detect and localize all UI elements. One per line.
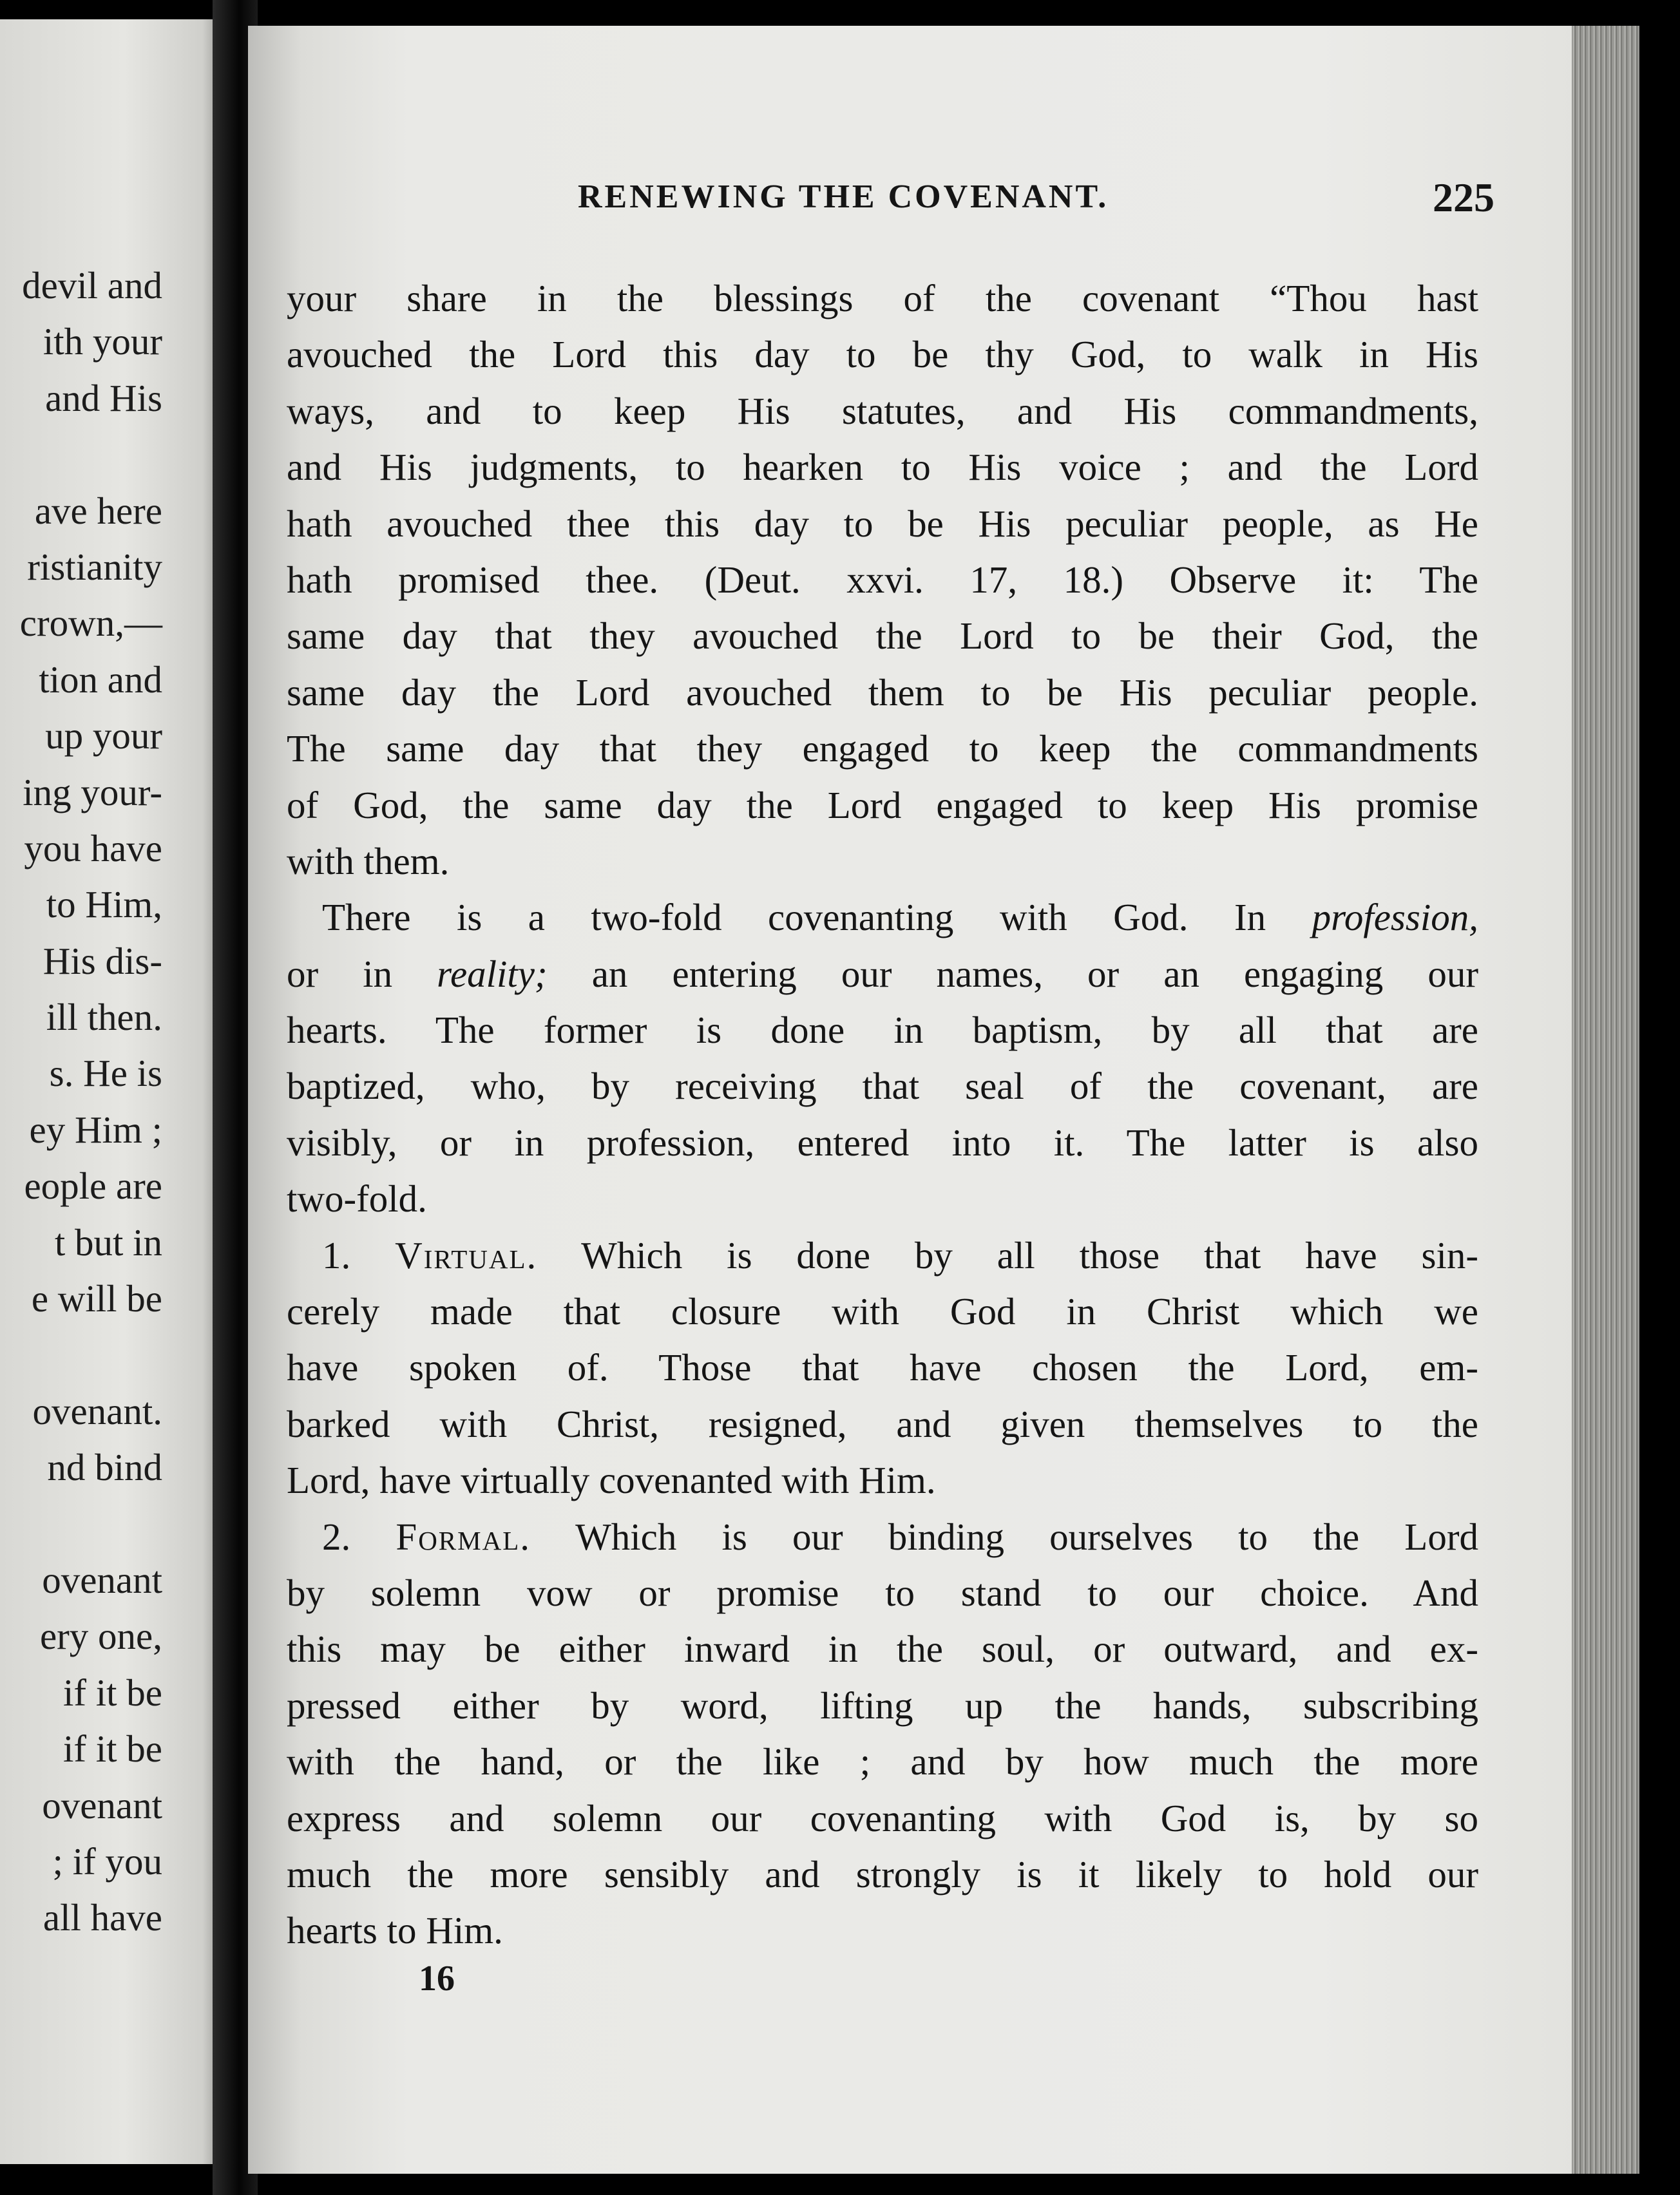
right-page — [248, 26, 1585, 2174]
text-line: The same day that they engaged to keep the commandments — [287, 727, 1478, 770]
left-page-fragment: if it be — [62, 1671, 162, 1714]
text-line — [287, 889, 1478, 945]
text-line — [287, 1509, 1478, 1565]
running-head: RENEWING THE COVENANT. — [578, 178, 1109, 215]
left-page-fragment: nd bind — [47, 1446, 162, 1489]
text-line: this may be either inward in the soul, or outward, and ex- — [287, 1628, 1478, 1671]
text-line: with the hand, or the like ; and by how much the more — [287, 1740, 1478, 1783]
left-page-fragment: and His — [45, 376, 162, 419]
paragraph-4 — [287, 1509, 1478, 1959]
left-page-fragment: devil and — [22, 264, 162, 307]
text-line: with them. — [287, 839, 450, 882]
text-line — [287, 946, 1478, 1002]
paragraph-2 — [287, 889, 1478, 1227]
page-edges — [1572, 26, 1639, 2174]
text-line: barked with Christ, resigned, and given themselves to the — [287, 1402, 1478, 1445]
text-run: Which is done by all those that have sin- — [537, 1233, 1478, 1277]
left-page-fragment: ery one, — [39, 1615, 162, 1658]
left-page-fragment: s. He is — [49, 1052, 162, 1095]
text-line — [287, 1228, 1478, 1284]
left-page-fragment: all have — [43, 1896, 162, 1939]
text-line: express and solemn our covenanting with God is, by so — [287, 1796, 1478, 1839]
text-line: hath promised thee. (Deut. xxvi. 17, 18.) Observe it: The — [287, 558, 1478, 601]
left-page-fragment: ill then. — [46, 996, 162, 1039]
left-page-fragment: ; if you — [52, 1839, 162, 1883]
italic-term: reality; — [437, 952, 548, 995]
left-page-fragment: tion and — [39, 658, 162, 701]
text-line: Lord, have virtually covenanted with Him. — [287, 1459, 936, 1502]
text-line: hearts to Him. — [287, 1909, 503, 1952]
signature-mark: 16 — [419, 1959, 455, 1999]
text-line: by solemn vow or promise to stand to our choice. And — [287, 1571, 1478, 1614]
left-page-text — [20, 258, 162, 1946]
left-page-fragment: t but in — [54, 1221, 162, 1264]
left-page-fragment: ave here — [34, 489, 162, 532]
left-page-fragment: eople are — [24, 1164, 162, 1208]
text-run: There is a two-fold covenanting with God. In — [322, 896, 1312, 939]
text-run: an entering our names, or an engaging our — [547, 952, 1478, 995]
left-page-fragment: to Him, — [46, 883, 162, 926]
section-heading: Formal. — [396, 1515, 531, 1558]
left-page-fragment: ith your — [43, 320, 162, 363]
left-page-fragment: ovenant — [42, 1783, 162, 1827]
text-line: hath avouched thee this day to be His peculiar people, as He — [287, 502, 1478, 545]
left-page-fragment: ovenant — [42, 1558, 162, 1601]
left-page-fragment — [20, 1327, 162, 1383]
text-line: visibly, or in profession, entered into it. The latter is also — [287, 1121, 1478, 1164]
left-page-fragment: ovenant. — [32, 1389, 162, 1432]
text-line: of God, the same day the Lord engaged to keep His promise — [287, 783, 1478, 826]
page-number: 225 — [1433, 175, 1494, 220]
body-text — [287, 271, 1478, 1959]
text-line: cerely made that closure with God in Christ which we — [287, 1290, 1478, 1333]
left-page-fragment: crown,— — [19, 602, 162, 645]
text-run: or in — [287, 952, 437, 995]
text-line: and His judgments, to hearken to His voice ; and the Lord — [287, 446, 1478, 489]
text-run: Which is our binding ourselves to the Lord — [531, 1515, 1478, 1558]
left-page-fragment: ristianity — [27, 545, 162, 588]
text-line: baptized, who, by receiving that seal of the covenant, are — [287, 1065, 1478, 1108]
left-page-fragment: up your — [45, 714, 162, 757]
paragraph-1 — [287, 271, 1478, 889]
left-page-fragment: e will be — [31, 1277, 162, 1320]
left-page-fragment — [20, 426, 162, 482]
text-line: avouched the Lord this day to be thy God, to walk in His — [287, 333, 1478, 376]
list-number: 1. — [322, 1233, 396, 1277]
text-line: ways, and to keep His statutes, and His commandments, — [287, 389, 1478, 432]
left-page-fragment: if it be — [62, 1727, 162, 1771]
text-line: two-fold. — [287, 1177, 427, 1221]
text-line: your share in the blessings of the covenant “Thou hast — [287, 277, 1478, 319]
text-line: much the more sensibly and strongly is it likely to hold our — [287, 1852, 1478, 1896]
left-page-fragment: you have — [24, 826, 162, 869]
text-line: hearts. The former is done in baptism, by all that are — [287, 1009, 1478, 1052]
left-page-fragment: ey Him ; — [29, 1108, 162, 1151]
text-line: same day that they avouched the Lord to be their God, the — [287, 614, 1478, 658]
left-page-fragment: ing your- — [23, 770, 162, 813]
left-page-fragment: His dis- — [43, 939, 162, 982]
text-line: same day the Lord avouched them to be His peculiar people. — [287, 670, 1478, 714]
text-line: pressed either by word, lifting up the hands, subscribing — [287, 1684, 1478, 1727]
text-line: have spoken of. Those that have chosen the Lord, em- — [287, 1346, 1478, 1389]
list-number: 2. — [322, 1515, 396, 1558]
page-header — [248, 155, 1585, 220]
left-page-fragment — [20, 1496, 162, 1552]
italic-term: profession, — [1312, 896, 1478, 939]
section-heading: Virtual. — [395, 1233, 538, 1277]
paragraph-3 — [287, 1228, 1478, 1509]
left-page-edge — [0, 19, 225, 2164]
